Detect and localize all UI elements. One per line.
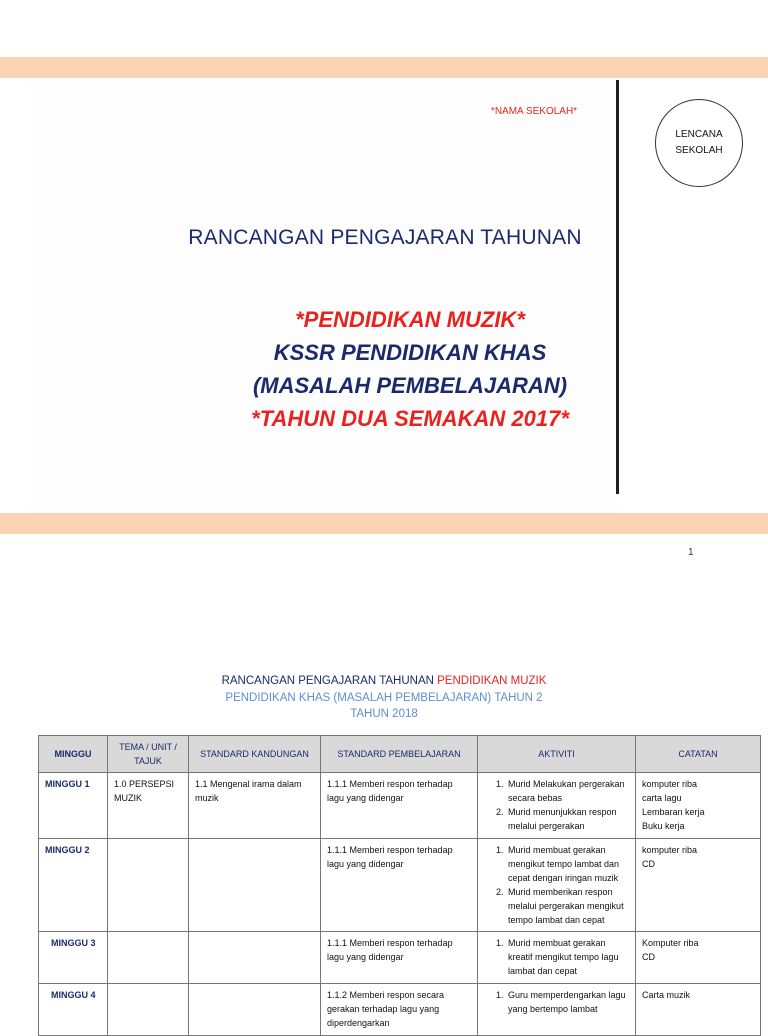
col-header-pembelajaran: STANDARD PEMBELAJARAN xyxy=(321,736,478,773)
list-item: 1. Murid membuat gerakan kreatif mengikut tempo lagu lambat dan cepat xyxy=(506,936,629,978)
list-item: carta lagu xyxy=(642,793,682,803)
cover-program: KSSR PENDIDIKAN KHAS xyxy=(273,340,547,365)
cover-category: (MASALAH PEMBELAJARAN) xyxy=(252,373,568,398)
cell-tema xyxy=(108,984,189,1036)
cell-catatan xyxy=(636,839,761,932)
col-header-tema: TEMA / UNIT / TAJUK xyxy=(108,736,189,773)
table-row xyxy=(39,839,761,932)
col-header-minggu: MINGGU xyxy=(39,736,108,773)
cell-minggu: MINGGU 3 xyxy=(39,932,108,984)
plan-subtitle: PENDIDIKAN KHAS (MASALAH PEMBELAJARAN) TAHUN 2 xyxy=(225,692,543,704)
cover-page xyxy=(30,78,618,513)
list-item: Buku kerja xyxy=(642,821,685,831)
footer-band xyxy=(0,513,768,534)
col-header-kandungan: STANDARD KANDUNGAN xyxy=(189,736,321,773)
cover-title: RANCANGAN PENGAJARAN TAHUNAN xyxy=(188,226,582,249)
cover-year: *TAHUN DUA SEMAKAN 2017* xyxy=(251,406,569,431)
cell-pembelajaran: 1.1.1 Memberi respon terhadap lagu yang didengar xyxy=(321,932,478,984)
table-row xyxy=(39,932,761,984)
list-item: 2. Murid menunjukkan respon melalui pergerakan xyxy=(506,805,629,833)
cell-tema xyxy=(108,839,189,932)
list-item: komputer riba xyxy=(642,845,698,855)
list-item: Komputer riba xyxy=(642,938,699,948)
col-header-aktiviti: AKTIVITI xyxy=(478,736,636,773)
cell-catatan xyxy=(636,984,761,1036)
table-header-row xyxy=(39,736,761,773)
col-header-catatan: CATATAN xyxy=(636,736,761,773)
badge-line-2: SEKOLAH xyxy=(675,145,723,156)
list-item: komputer riba xyxy=(642,779,698,789)
cell-kandungan xyxy=(189,839,321,932)
plan-title-main: RANCANGAN PENGAJARAN TAHUNAN xyxy=(221,675,438,687)
plan-year: TAHUN 2018 xyxy=(350,708,418,720)
cell-aktiviti xyxy=(478,932,636,984)
cell-kandungan: 1.1 Mengenal irama dalam muzik xyxy=(189,773,321,839)
cell-aktiviti xyxy=(478,984,636,1036)
plan-title xyxy=(0,675,768,687)
school-name: *NAMA SEKOLAH* xyxy=(490,106,578,117)
school-badge-placeholder xyxy=(655,99,743,187)
cell-catatan xyxy=(636,932,761,984)
cell-minggu: MINGGU 1 xyxy=(39,773,108,839)
plan-table xyxy=(38,735,761,1036)
cell-tema: 1.0 PERSEPSI MUZIK xyxy=(108,773,189,839)
table-row xyxy=(39,773,761,839)
cell-aktiviti xyxy=(478,773,636,839)
page-number: 1 xyxy=(688,547,694,558)
cell-pembelajaran: 1.1.1 Memberi respon terhadap lagu yang didengar xyxy=(321,773,478,839)
cell-minggu: MINGGU 2 xyxy=(39,839,108,932)
cell-tema xyxy=(108,932,189,984)
plan-title-subject: PENDIDIKAN MUZIK xyxy=(437,675,547,687)
badge-line-1: LENCANA xyxy=(675,129,723,140)
cell-minggu: MINGGU 4 xyxy=(39,984,108,1036)
list-item: CD xyxy=(642,952,655,962)
cell-kandungan xyxy=(189,932,321,984)
list-item: Carta muzik xyxy=(642,990,691,1000)
list-item: 1. Murid membuat gerakan mengikut tempo lambat dan cepat dengan iringan muzik xyxy=(506,843,629,885)
cell-aktiviti xyxy=(478,839,636,932)
table-row xyxy=(39,984,761,1036)
cell-pembelajaran: 1.1.2 Memberi respon secara gerakan terhadap lagu yang diperdengarkan xyxy=(321,984,478,1036)
cell-catatan xyxy=(636,773,761,839)
cell-pembelajaran: 1.1.1 Memberi respon terhadap lagu yang didengar xyxy=(321,839,478,932)
cell-kandungan xyxy=(189,984,321,1036)
list-item: Lembaran kerja xyxy=(642,807,705,817)
list-item: 2. Murid memberikan respon melalui pergerakan mengikut tempo lambat dan cepat xyxy=(506,885,629,927)
header-band xyxy=(0,57,768,78)
cover-subject: *PENDIDIKAN MUZIK* xyxy=(295,307,525,332)
list-item: 1. Guru memperdengarkan lagu yang bertempo lambat xyxy=(506,988,629,1016)
list-item: 1. Murid Melakukan pergerakan secara bebas xyxy=(506,777,629,805)
list-item: CD xyxy=(642,859,655,869)
